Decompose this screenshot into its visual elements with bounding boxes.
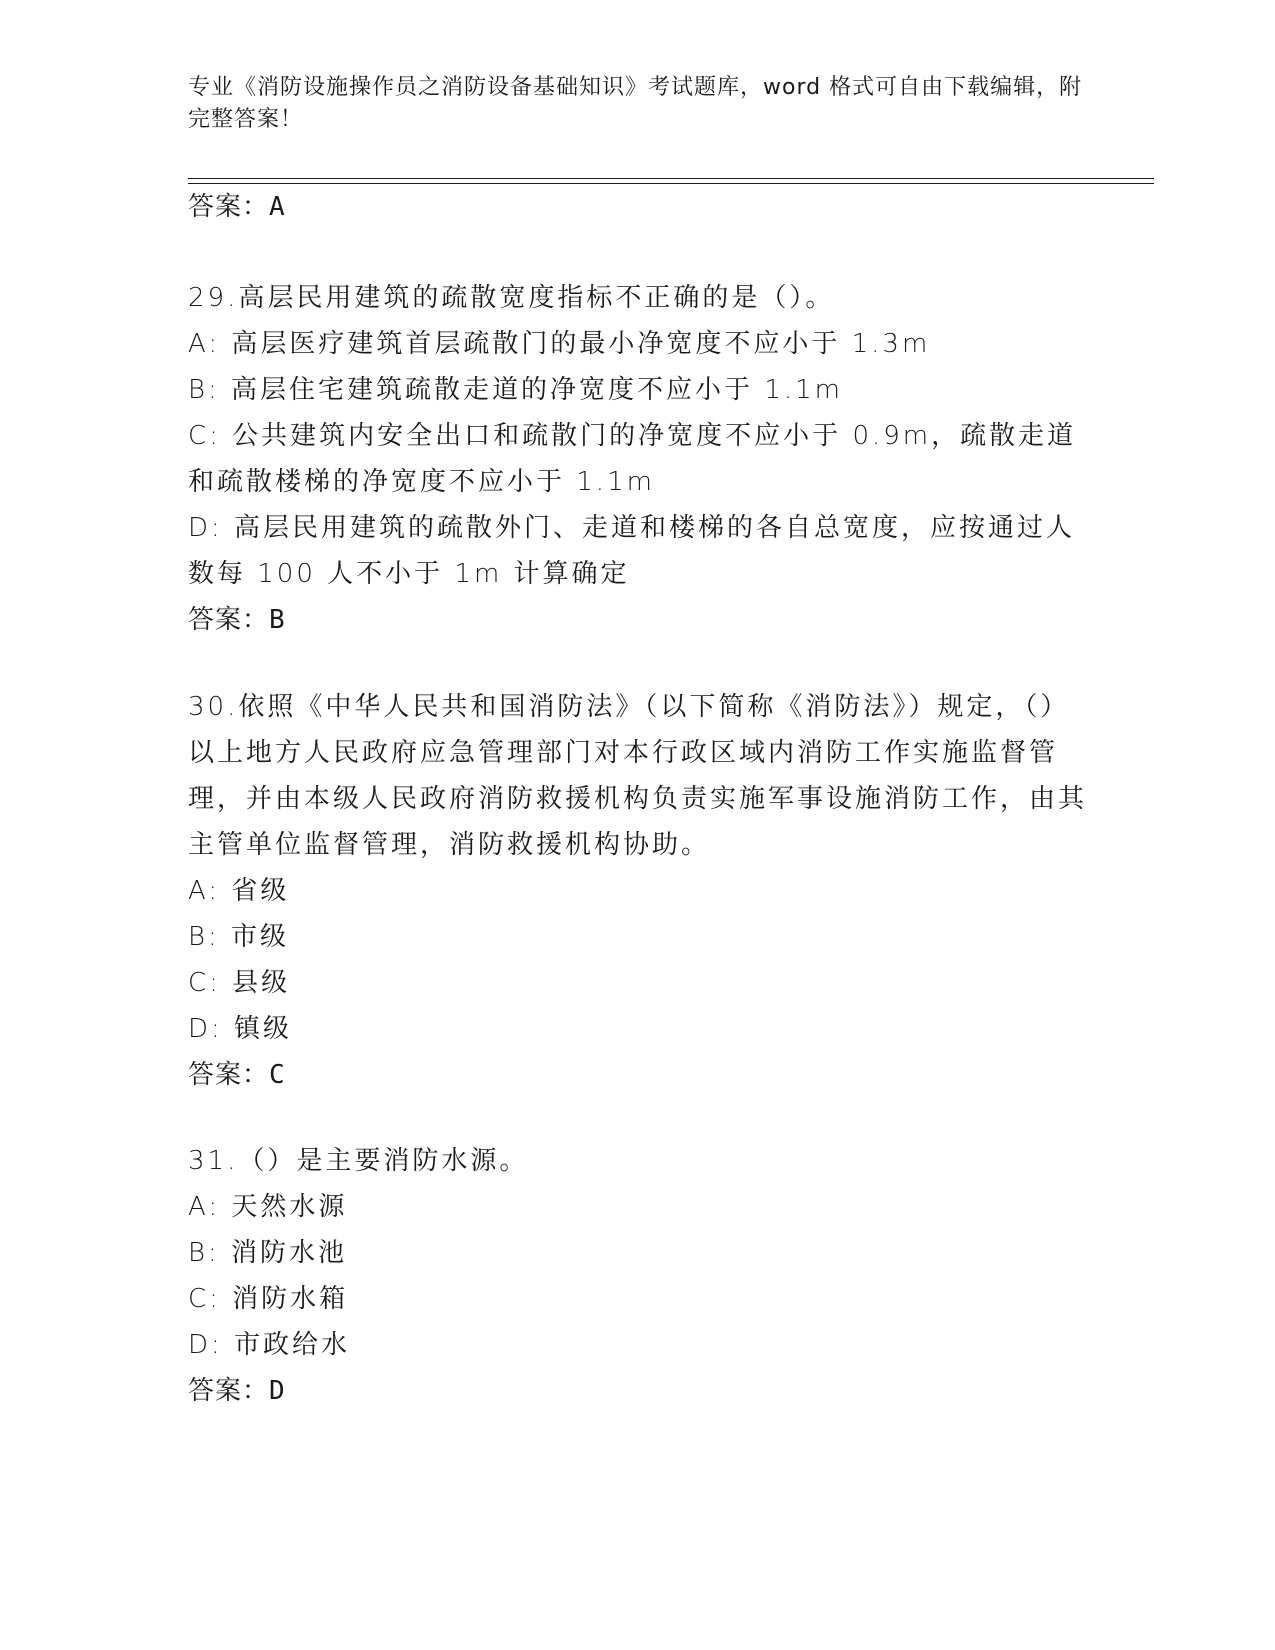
option-d: D: 市政给水 — [188, 1330, 351, 1360]
answer-line — [188, 1368, 1088, 1414]
answer-value: C — [269, 1060, 286, 1090]
option-d: D: 镇级 — [188, 1014, 293, 1044]
answer-label: 答案： — [188, 192, 270, 222]
option-c: C: 公共建筑内安全出口和疏散门的净宽度不应小于 0.9m，疏散走道和疏散楼梯的净宽度不应小于 1.1m — [188, 421, 1077, 497]
answer-value: A — [269, 192, 286, 222]
answer-line — [188, 1052, 1088, 1098]
question-30 — [188, 684, 1088, 1098]
answer-line — [188, 597, 1088, 643]
option-a: A: 省级 — [188, 876, 290, 906]
option-a: A: 天然水源 — [188, 1192, 348, 1222]
document-header: 专业《消防设施操作员之消防设备基础知识》考试题库，word 格式可自由下载编辑，附完整答案！ — [188, 75, 1083, 132]
question-stem: 29.高层民用建筑的疏散宽度指标不正确的是（）。 — [188, 283, 835, 313]
answer-value: B — [269, 605, 286, 635]
option-b: B: 市级 — [188, 922, 290, 952]
option-c: C: 县级 — [188, 968, 291, 998]
question-31 — [188, 1138, 1088, 1414]
option-b: B: 高层住宅建筑疏散走道的净宽度不应小于 1.1m — [188, 375, 843, 405]
option-d: D: 高层民用建筑的疏散外门、走道和楼梯的各自总宽度，应按通过人数每 100 人不小于 1m 计算确定 — [188, 513, 1076, 589]
answer-value: D — [269, 1376, 286, 1406]
question-stem: 31.（）是主要消防水源。 — [188, 1146, 529, 1176]
question-29 — [188, 275, 1088, 643]
option-c: C: 消防水箱 — [188, 1284, 349, 1314]
answer-label: 答案： — [188, 1376, 270, 1406]
header-rule-bottom — [188, 183, 1154, 184]
previous-answer — [188, 190, 286, 224]
option-b: B: 消防水池 — [188, 1238, 348, 1268]
answer-label: 答案： — [188, 605, 270, 635]
option-a: A: 高层医疗建筑首层疏散门的最小净宽度不应小于 1.3m — [188, 329, 931, 359]
answer-label: 答案： — [188, 1060, 270, 1090]
question-stem: 30.依照《中华人民共和国消防法》（以下简称《消防法》）规定，（）以上地方人民政府应急管理部门对本行政区域内消防工作实施监督管理，并由本级人民政府消防救援机构负责实施军事设施消防工作，由其主管单位监督管理，消防救援机构协助。 — [188, 692, 1088, 860]
header-rule-top — [188, 178, 1154, 179]
